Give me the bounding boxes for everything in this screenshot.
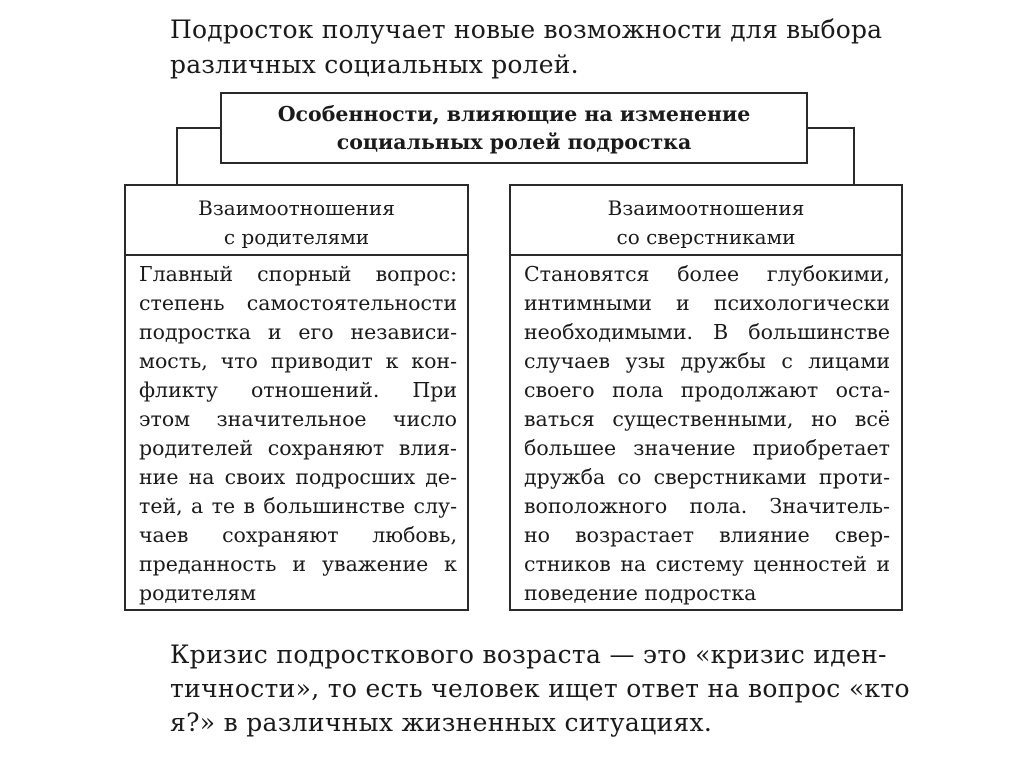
left-body-line: этом значительное число	[139, 407, 457, 431]
left-body-line: чаев сохраняют любовь,	[139, 523, 457, 547]
right-body-line: стников на систему ценностей и	[524, 552, 890, 576]
heading-line: социальных ролей подростка	[336, 130, 692, 154]
heading-line: Особенности, влияющие на изменение	[277, 102, 751, 126]
left-body-line: степень самостоятельности	[139, 291, 457, 315]
left-column-body-box	[124, 254, 469, 611]
left-column-title-box	[124, 184, 469, 256]
connector-right-vertical	[853, 127, 855, 185]
right-body-line: но возрастает влияние свер-	[524, 523, 890, 547]
right-body-line: большее значение приобретает	[524, 436, 890, 460]
right-body-line: случаев узы дружбы с лицами	[524, 349, 890, 373]
left-body-line: родителей сохраняют влия-	[139, 436, 457, 460]
left-body-line: подростка и его независи-	[139, 320, 457, 344]
left-body-line: Главный спорный вопрос:	[139, 262, 457, 286]
connector-left-vertical	[176, 127, 178, 185]
left-title-line: с родителями	[223, 225, 370, 249]
right-column-title-box	[509, 184, 903, 256]
left-body-line: родителям	[139, 581, 257, 605]
right-body-line: воположного пола. Значитель-	[524, 494, 890, 518]
right-body-line: необходимыми. В большинстве	[524, 320, 890, 344]
right-body-line: ваться существенными, но всё	[524, 407, 890, 431]
right-body-line: дружба со сверстниками проти-	[524, 465, 890, 489]
right-column-body-box	[509, 254, 903, 611]
intro-line: Подросток получает новые возможности для выбора	[170, 15, 883, 44]
left-body-line: ние на своих подросших де-	[139, 465, 457, 489]
outro-line: тичности», то есть человек ищет ответ на вопрос «кто	[170, 674, 910, 703]
left-body-line: фликту отношений. При	[139, 378, 457, 402]
right-body-line: своего пола продолжают оста-	[524, 378, 890, 402]
left-body-line: мость, что приводит к кон-	[139, 349, 457, 373]
right-body-line: Становятся более глубокими,	[524, 262, 890, 286]
connector-right-horizontal	[807, 127, 855, 129]
outro-line: Кризис подросткового возраста — это «кризис иден-	[170, 640, 887, 669]
connector-left-horizontal	[176, 127, 221, 129]
diagram-heading-box	[220, 92, 808, 164]
left-title-line: Взаимоотношения	[198, 196, 395, 220]
right-body-line: интимными и психологически	[524, 291, 890, 315]
right-title-line: со сверстниками	[616, 225, 796, 249]
left-body-line: преданность и уважение к	[139, 552, 457, 576]
outro-line: я?» в различных жизненных ситуациях.	[170, 708, 713, 737]
left-body-line: тей, а те в большинстве слу-	[139, 494, 457, 518]
right-body-line: поведение подростка	[524, 581, 757, 605]
intro-line: различных социальных ролей.	[170, 50, 579, 79]
right-title-line: Взаимоотношения	[607, 196, 805, 220]
